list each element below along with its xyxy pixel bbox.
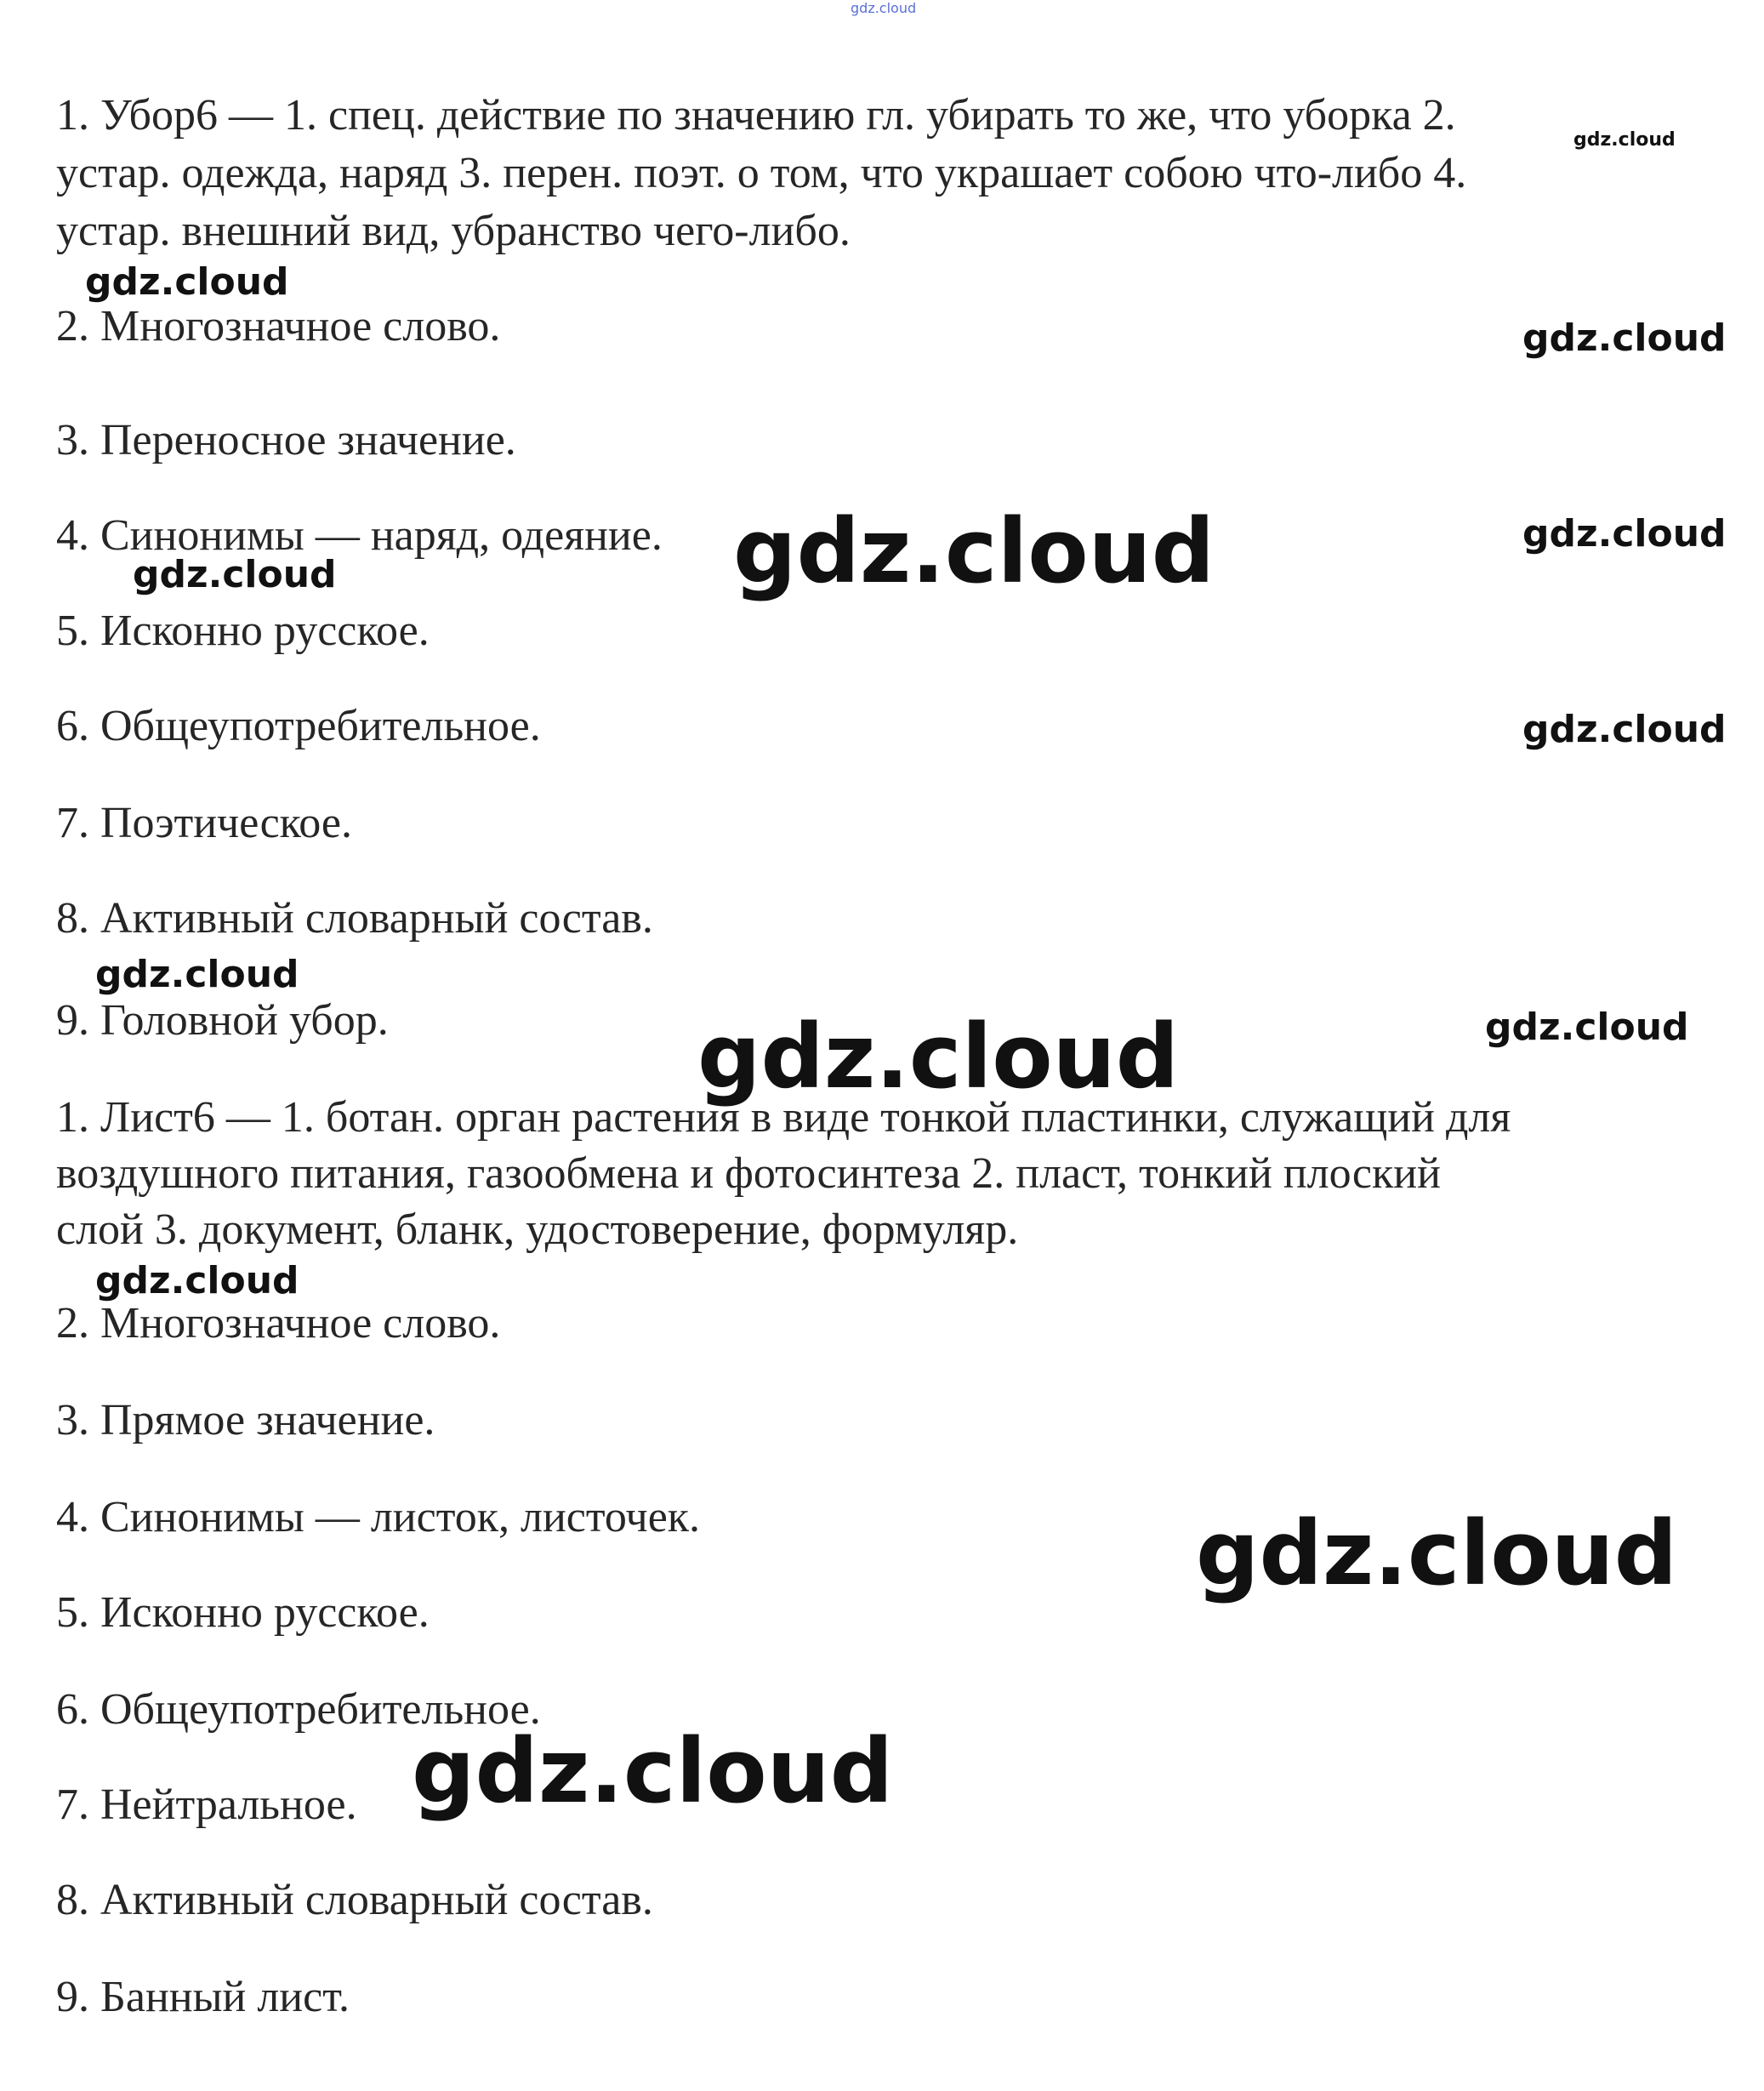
watermark: gdz.cloud xyxy=(1196,1501,1678,1605)
list-item: 7. Нейтральное. xyxy=(56,1780,357,1829)
list-item: 3. Переносное значение. xyxy=(56,416,516,464)
list-item: 2. Многозначное слово. xyxy=(56,302,501,350)
watermark: gdz.cloud xyxy=(1522,708,1727,751)
list-item: 6. Общеупотребительное. xyxy=(56,702,541,750)
list-item: 4. Синонимы — наряд, одеяние. xyxy=(56,511,663,560)
list-item: 9. Головной убор. xyxy=(56,996,389,1045)
list-item: 8. Активный словарный состав. xyxy=(56,894,653,943)
definition-line-2: устар. одежда, наряд 3. перен. поэт. о том, что украшает собою что-либо 4. xyxy=(56,149,1467,197)
watermark: gdz.cloud xyxy=(1522,512,1727,556)
watermark: gdz.cloud xyxy=(85,260,289,304)
watermark: gdz.cloud xyxy=(95,953,299,996)
list-item: 5. Исконно русское. xyxy=(56,607,430,655)
watermark-top: gdz.cloud xyxy=(851,0,917,16)
list-item: 6. Общеупотребительное. xyxy=(56,1685,541,1734)
watermark: gdz.cloud xyxy=(133,553,337,596)
definition-line-1: 1. Убор6 — 1. спец. действие по значению гл. убирать то же, что уборка 2. xyxy=(56,91,1456,140)
watermark: gdz.cloud xyxy=(1485,1006,1689,1049)
list-item: 3. Прямое значение. xyxy=(56,1396,435,1444)
list-item: 7. Поэтическое. xyxy=(56,799,353,847)
list-item: 4. Синонимы — листок, листочек. xyxy=(56,1493,701,1541)
definition-line-3: слой 3. документ, бланк, удостоверение, формуляр. xyxy=(56,1205,1019,1254)
list-item: 9. Банный лист. xyxy=(56,1973,350,2021)
watermark: gdz.cloud xyxy=(1573,129,1676,151)
watermark: gdz.cloud xyxy=(1522,316,1727,360)
definition-line-2: воздушного питания, газообмена и фотосинтеза 2. пласт, тонкий плоский xyxy=(56,1149,1441,1198)
list-item: 8. Активный словарный состав. xyxy=(56,1876,653,1924)
list-item: 5. Исконно русское. xyxy=(56,1588,430,1637)
definition-line-3: устар. внешний вид, убранство чего-либо. xyxy=(56,207,851,255)
definition-line-1: 1. Лист6 — 1. ботан. орган растения в виде тонкой пластинки, служащий для xyxy=(56,1093,1511,1142)
watermark: gdz.cloud xyxy=(412,1719,894,1823)
list-item: 2. Многозначное слово. xyxy=(56,1299,501,1347)
watermark: gdz.cloud xyxy=(733,499,1215,603)
watermark: gdz.cloud xyxy=(697,1005,1180,1108)
watermark: gdz.cloud xyxy=(95,1259,299,1302)
